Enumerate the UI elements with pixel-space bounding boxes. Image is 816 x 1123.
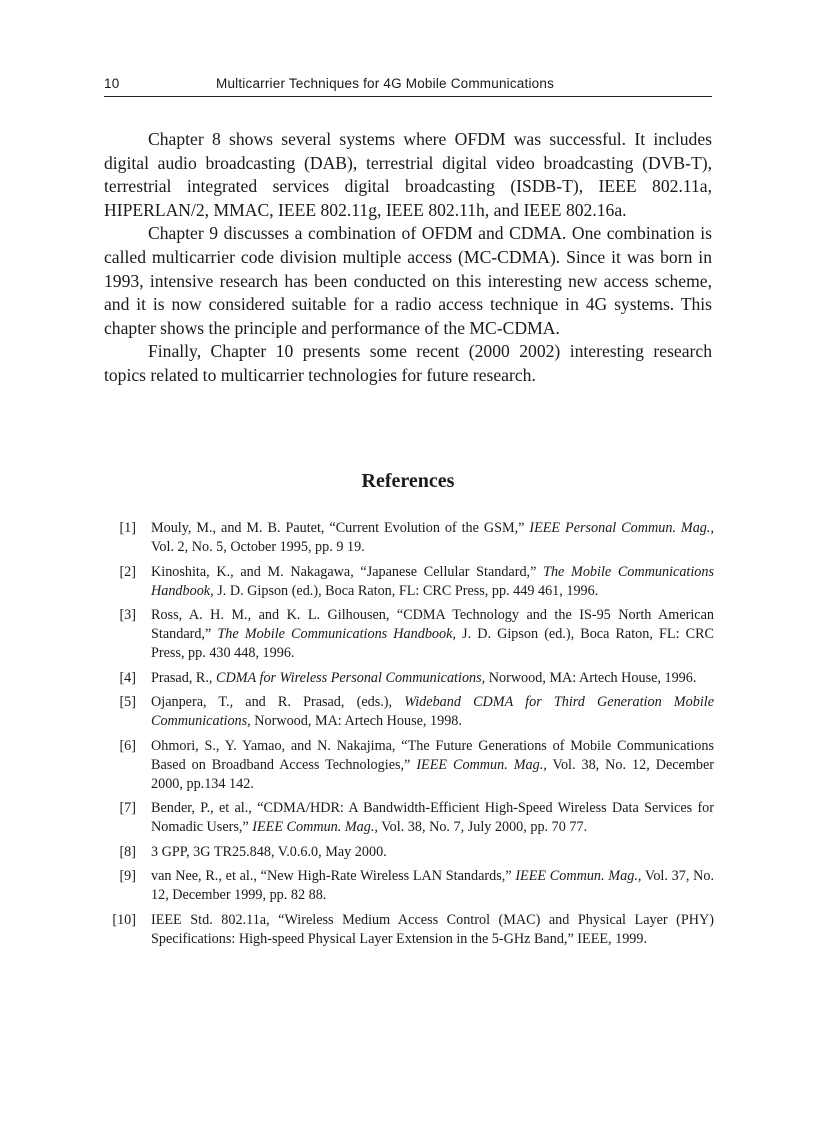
reference-details: Vol. 38, No. 7, July 2000, pp. 70 77. <box>377 819 588 836</box>
reference-number: [9] <box>119 868 136 884</box>
reference-item <box>100 606 714 664</box>
reference-text: van Nee, R., et al., “New High-Rate Wireless LAN Standards,” <box>151 868 516 884</box>
reference-number: [2] <box>119 563 136 580</box>
reference-details: Vol. 38, No. 12, December 2000, pp.134 142. <box>151 756 714 792</box>
reference-item <box>100 693 714 731</box>
reference-item <box>100 669 714 688</box>
running-head <box>104 74 712 97</box>
reference-details: Vol. 2, No. 5, October 1995, pp. 9 19. <box>151 539 365 556</box>
reference-number: [6] <box>119 737 136 754</box>
reference-item <box>100 799 714 837</box>
reference-details: J. D. Gipson (ed.), Boca Raton, FL: CRC Press, pp. 449 461, 1996. <box>213 582 599 599</box>
reference-text: Ojanpera, T., and R. Prasad, (eds.), <box>151 694 405 710</box>
references-list <box>100 519 714 954</box>
reference-item <box>100 911 714 949</box>
reference-text: Kinoshita, K., and M. Nakagawa, “Japanese Cellular Standard,” <box>151 563 544 580</box>
reference-item <box>100 737 714 795</box>
reference-details: Vol. 37, No. 12, December 1999, pp. 82 88. <box>151 868 714 904</box>
reference-item <box>100 843 714 862</box>
reference-source: IEEE Commun. Mag., <box>416 756 547 773</box>
body-text <box>104 128 712 388</box>
reference-item <box>100 519 714 557</box>
reference-item <box>100 563 714 601</box>
reference-source: The Mobile Communications Handbook, <box>151 563 715 599</box>
reference-source: IEEE Commun. Mag., <box>515 868 642 884</box>
reference-number: [7] <box>119 800 136 817</box>
reference-details: Norwood, MA: Artech House, 1998. <box>250 713 462 730</box>
paragraph-chapter-10: Finally, Chapter 10 presents some recent (2000 2002) interesting research topics related to multicarrier technologies for future research. <box>104 341 712 385</box>
reference-source: The Mobile Communications Handbook, <box>217 626 456 643</box>
reference-text: Bender, P., et al., “CDMA/HDR: A Bandwidth-Efficient High-Speed Wireless Data Services for Nomadic Users,” <box>151 800 714 836</box>
reference-text: Ohmori, S., Y. Yamao, and N. Nakajima, “The Future Generations of Mobile Communications Based on Broadband Access Technologies,” <box>151 737 714 773</box>
reference-number: [3] <box>119 607 136 623</box>
reference-source: CDMA for Wireless Personal Communications, <box>216 669 486 686</box>
reference-text: 3 GPP, 3G TR25.848, V.0.6.0, May 2000. <box>151 843 387 860</box>
reference-source: IEEE Personal Commun. Mag., <box>529 520 714 536</box>
reference-text: Prasad, R., <box>151 669 217 686</box>
reference-source: IEEE Commun. Mag., <box>252 819 378 836</box>
reference-text: IEEE Std. 802.11a, “Wireless Medium Access Control (MAC) and Physical Layer (PHY) Specifications: High-speed Physical Layer Extension in the 5-GHz Band,” IEEE, 1999. <box>151 911 714 947</box>
reference-number: [1] <box>119 520 136 536</box>
reference-text: Mouly, M., and M. B. Pautet, “Current Evolution of the GSM,” <box>151 520 530 536</box>
reference-number: [10] <box>112 911 136 928</box>
reference-details: J. D. Gipson (ed.), Boca Raton, FL: CRC Press, pp. 430 448, 1996. <box>151 626 714 662</box>
paragraph-chapter-8: Chapter 8 shows several systems where OFDM was successful. It includes digital audio broadcasting (DAB), terrestrial digital video broadcasting (DVB-T), terrestrial integrated services digital broadcasting (ISDB-T), IEEE 802.11a, HIPERLAN/2, MMAC, IEEE 802.11g, IEEE 802.11h, and IEEE 802.16a. <box>104 129 712 220</box>
reference-item <box>100 867 714 905</box>
reference-number: [8] <box>119 843 136 860</box>
references-heading: References <box>361 470 455 492</box>
book-title: Multicarrier Techniques for 4G Mobile Communications <box>216 76 555 91</box>
page-number: 10 <box>104 76 120 91</box>
reference-text: Ross, A. H. M., and K. L. Gilhousen, “CDMA Technology and the IS-95 North American Standard,” <box>151 607 714 643</box>
reference-number: [4] <box>119 669 136 686</box>
reference-number: [5] <box>119 694 136 710</box>
reference-source: Wideband CDMA for Third Generation Mobile Communications, <box>151 694 714 730</box>
paragraph-chapter-9: Chapter 9 discusses a combination of OFDM and CDMA. One combination is called multicarrier code division multiple access (MC-CDMA). Since it was born in 1993, intensive research has been conducted on this interesting new access scheme, and it is now considered suitable for a radio access technique in 4G systems. This chapter shows the principle and performance of the MC-CDMA. <box>104 223 712 338</box>
reference-details: Norwood, MA: Artech House, 1996. <box>485 669 697 686</box>
